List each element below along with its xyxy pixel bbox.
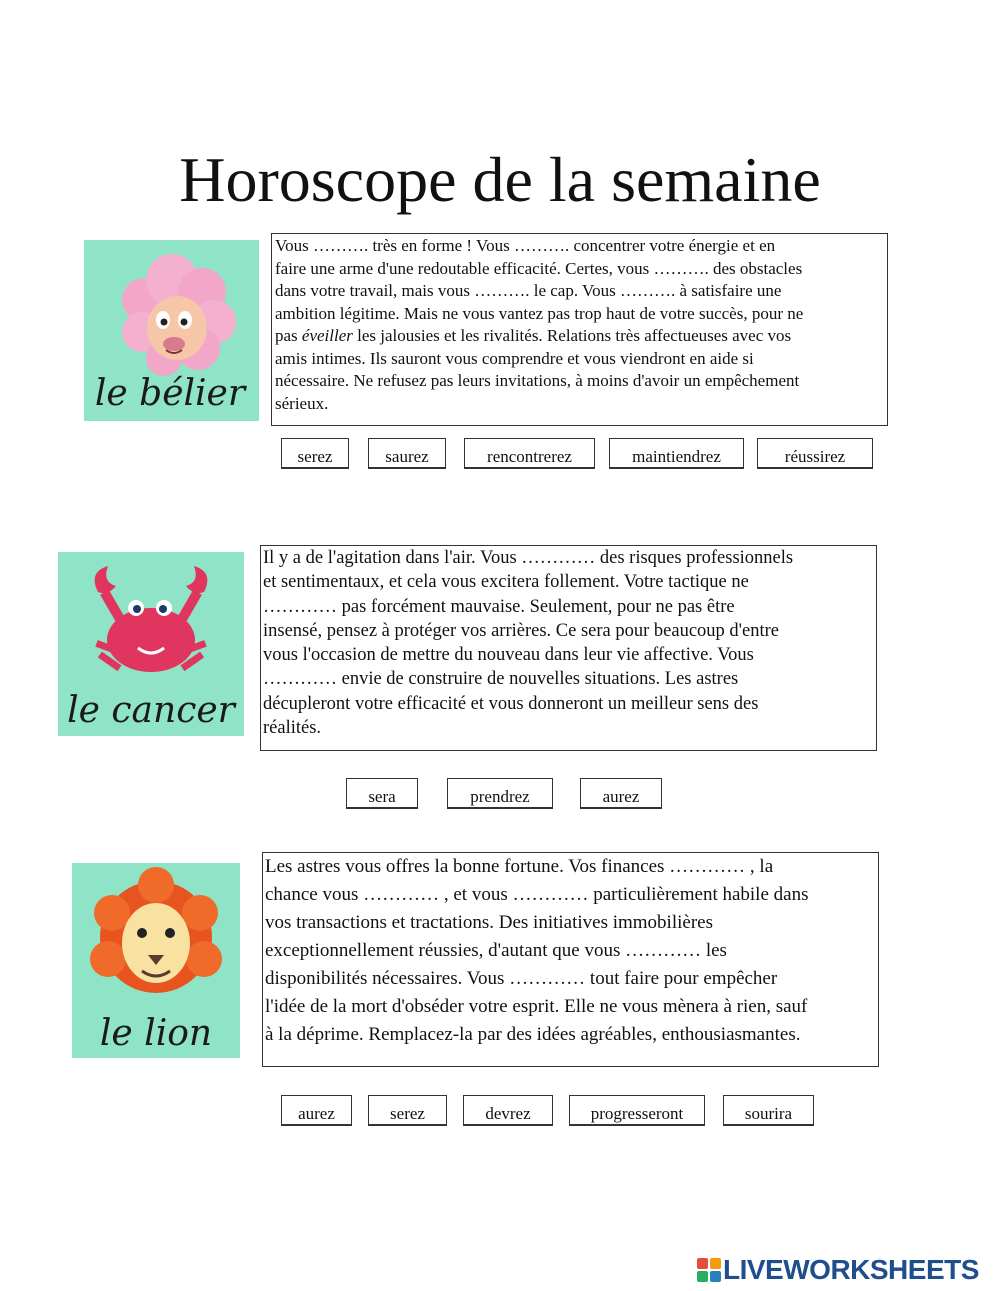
word-chip-sourira[interactable]: sourira: [723, 1095, 814, 1126]
lion-text: Les astres vous offres la bonne fortune. Vos finances ………… , la chance vous ………… , et vous ………… particulièrement habile dans vos transactions et tractations. Des initiatives immobilières exceptionnellement réussies, d'autant que vous ………… les disponibilités nécessaires. Vous ………… tout faire pour empêcher l'idée de la mort d'obséder votre esprit. Elle ne vous mènera à rien, sauf à la déprime. Remplacez-la par des idées agréables, enthousiasmantes.: [262, 852, 879, 1067]
word-chip-progresseront[interactable]: progresseront: [569, 1095, 705, 1126]
cancer-label: le cancer: [67, 690, 235, 731]
word-chip-rencontrerez[interactable]: rencontrerez: [464, 438, 595, 469]
page-title: Horoscope de la semaine: [179, 144, 821, 215]
lion-image: [72, 863, 240, 1058]
word-chip-devrez[interactable]: devrez: [463, 1095, 553, 1126]
cancer-image: [58, 552, 244, 736]
belier-image: [84, 240, 259, 421]
lion-label: le lion: [99, 1013, 213, 1054]
liveworksheets-logo-icon: [697, 1258, 721, 1282]
word-chip-reussirez[interactable]: réussirez: [757, 438, 873, 469]
word-chip-serez-3[interactable]: serez: [368, 1095, 447, 1126]
word-chip-sera[interactable]: sera: [346, 778, 418, 809]
belier-label: le bélier: [94, 373, 246, 414]
liveworksheets-logo: [697, 1254, 979, 1286]
liveworksheets-logo-text: LIVEWORKSHEETS: [723, 1254, 979, 1285]
cancer-text: Il y a de l'agitation dans l'air. Vous ………… des risques professionnels et sentimentaux, et cela vous excitera follement. Votre tactique ne ………… pas forcément mauvaise. Seulement, pour ne pas être insensé, pensez à protéger vos arrières. Ce sera pour beaucoup d'entre vous l'occasion de mettre du nouveau dans leur vie affective. Vous ………… envie de construire de nouvelles situations. Les astres décupleront votre efficacité et vous donneront un meilleur sens des réalités.: [260, 545, 877, 751]
word-chip-aurez-3[interactable]: aurez: [281, 1095, 352, 1126]
word-chip-serez[interactable]: serez: [281, 438, 349, 469]
word-chip-prendrez[interactable]: prendrez: [447, 778, 553, 809]
word-chip-aurez-2[interactable]: aurez: [580, 778, 662, 809]
belier-text: Vous ………. très en forme ! Vous ………. concentrer votre énergie et en faire une arme d'une redoutable efficacité. Certes, vous ………. des obstacles dans votre travail, mais vous ………. le cap. Vous ………. à satisfaire une ambition légitime. Mais ne vous vantez pas trop haut de votre succès, pour ne pas éveiller les jalousies et les rivalités. Relations très affectueuses avec vos amis intimes. Ils sauront vous comprendre et vous viendront en aide si nécessaire. Ne refusez pas leurs invitations, à moins d'avoir un empêchement sérieux.: [271, 233, 888, 426]
word-chip-maintiendrez[interactable]: maintiendrez: [609, 438, 744, 469]
word-chip-saurez[interactable]: saurez: [368, 438, 446, 469]
